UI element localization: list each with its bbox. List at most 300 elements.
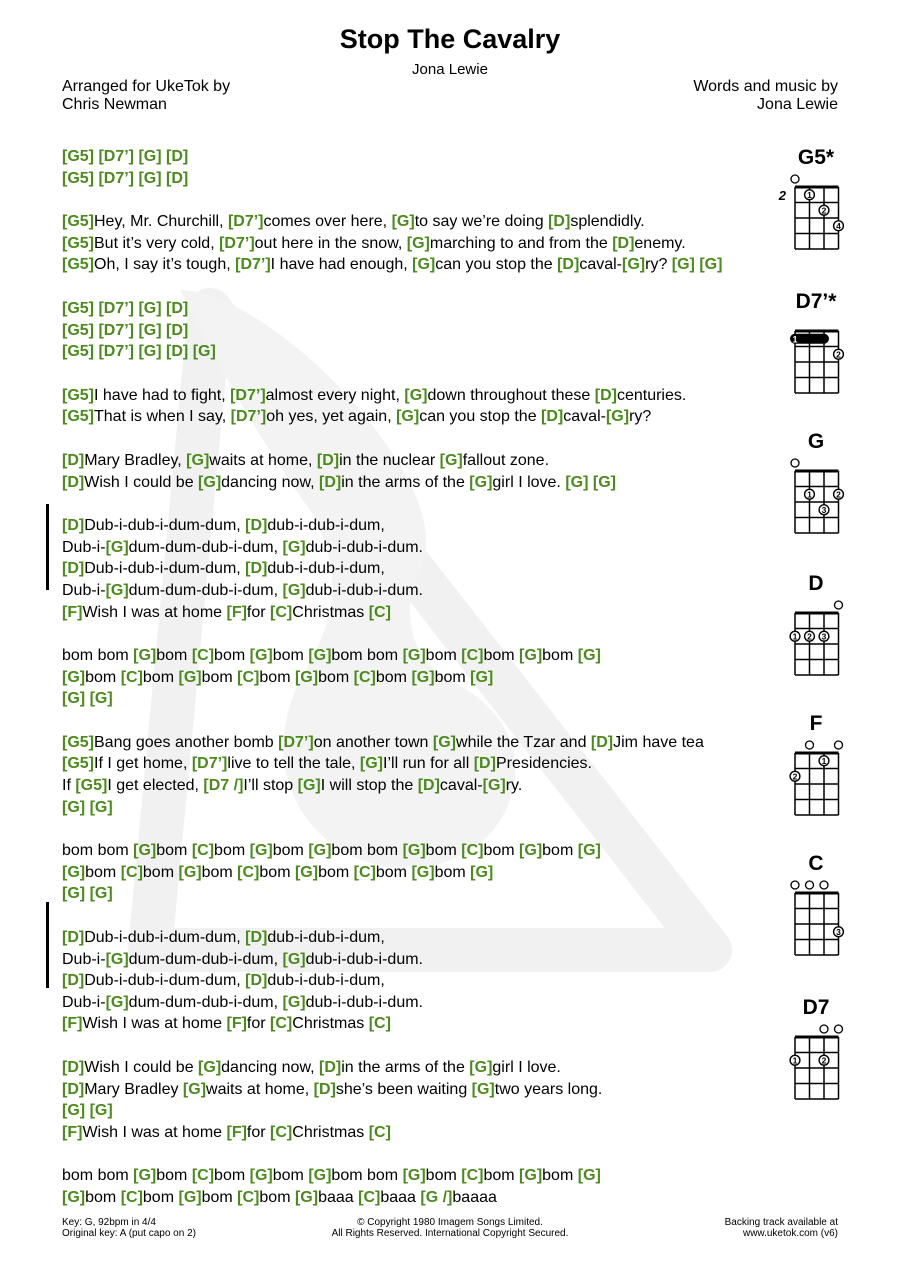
- arranger-line-1: Arranged for UkeTok by: [62, 78, 231, 95]
- chord-label: [G]: [471, 1080, 495, 1098]
- chord-label: [G]: [412, 256, 436, 274]
- lyric-text: for: [246, 603, 271, 621]
- lyric-text: bom: [542, 842, 578, 860]
- lyric-text: bom: [434, 863, 471, 881]
- lyric-text: for: [246, 1015, 271, 1033]
- lyric-line: [62, 927, 797, 949]
- chord-label: [D]: [166, 321, 189, 339]
- chord-diagram-name: D7: [802, 996, 830, 1019]
- lyric-text: girl I love.: [492, 473, 566, 491]
- chord-label: [G]: [282, 538, 306, 556]
- lyric-line: [62, 1079, 797, 1101]
- chord-label: [G]: [186, 451, 210, 469]
- chord-label: [D7’]: [219, 234, 255, 252]
- arranger-credit: [62, 78, 230, 114]
- chord-label: [G]: [133, 842, 157, 860]
- chord-label: [G]: [198, 1059, 222, 1076]
- chord-label: [F]: [62, 1015, 83, 1033]
- chord-label: [G]: [577, 647, 601, 665]
- chord-label: [G5]: [62, 755, 94, 773]
- chord-label: [G]: [592, 473, 616, 491]
- lyric-line: [62, 450, 797, 472]
- chord-label: [G]: [249, 1167, 273, 1185]
- lyric-text: bom: [201, 863, 238, 881]
- chord-label: [G]: [577, 1167, 601, 1185]
- lyric-text: bom: [85, 1188, 121, 1206]
- lyric-text: bom: [201, 1188, 238, 1206]
- lyric-text: bom: [272, 1167, 309, 1185]
- chord-label: [D]: [541, 408, 564, 426]
- lyric-text: in the arms of the: [341, 1059, 470, 1076]
- lyric-text: oh yes, yet again,: [266, 408, 397, 426]
- lyric-text: bom: [434, 668, 471, 686]
- chord-label: [G5]: [62, 234, 94, 252]
- lyric-line: [62, 537, 797, 559]
- song-title: Stop The Cavalry: [339, 24, 561, 54]
- chord-label: [G]: [699, 256, 723, 274]
- lyric-text: Wish I was at home: [82, 603, 227, 621]
- open-string-marker: [820, 881, 828, 889]
- lyric-line: [62, 1122, 797, 1144]
- chord-label: [G]: [282, 950, 306, 968]
- song-section: [62, 298, 797, 363]
- lyric-text: dum-dum-dub-i-dum,: [128, 581, 283, 599]
- lyric-text: That is when I say,: [94, 408, 231, 426]
- lyric-line: [62, 168, 797, 190]
- chorus-marker-bar: [46, 902, 49, 988]
- lyric-line: [62, 775, 797, 797]
- lyric-text: bom: [259, 1188, 295, 1206]
- lyric-text: Presidencies.: [495, 755, 592, 773]
- chord-label: [G]: [565, 473, 589, 491]
- backing-line-1: Backing track available at: [724, 1217, 838, 1228]
- chord-label: [G]: [62, 1188, 86, 1206]
- lyric-text: Dub-i-dub-i-dum-dum,: [84, 560, 246, 578]
- chord-label: [C]: [191, 647, 215, 665]
- chord-label: [G5]: [62, 169, 94, 187]
- chord-label: [G]: [297, 777, 321, 795]
- lyric-text: to say we’re doing: [414, 213, 549, 231]
- chord-label: [C]: [237, 668, 260, 686]
- chord-label: [D]: [62, 517, 85, 535]
- lyric-line: [62, 233, 797, 255]
- lyric-text: caval-: [579, 256, 622, 274]
- chord-label: [C]: [461, 1167, 484, 1185]
- chord-label: [G]: [178, 1188, 202, 1206]
- chord-label: [D]: [166, 148, 189, 165]
- lyric-text: marching to and from the: [429, 234, 613, 252]
- lyric-text: on another town: [313, 733, 433, 751]
- chord-label: [D7’]: [98, 148, 135, 165]
- lyric-line: [62, 320, 798, 345]
- finger-number: 2: [821, 205, 827, 216]
- finger-number: 1: [792, 631, 798, 642]
- chord-label: [D7’]: [278, 733, 314, 751]
- finger-number: 2: [792, 771, 798, 782]
- finger-number: 3: [821, 504, 827, 515]
- lyric-text: in the arms of the: [341, 473, 470, 491]
- song-section: [62, 927, 797, 1035]
- section-gap: [62, 363, 797, 385]
- chord-label: [C]: [353, 668, 376, 686]
- lyric-text: Christmas: [292, 1123, 369, 1141]
- lyric-text: bom: [142, 863, 179, 881]
- lyric-text: But it’s very cold,: [94, 234, 220, 252]
- lyric-text: Bang goes another bomb: [94, 733, 279, 751]
- chord-label: [G]: [432, 733, 457, 751]
- chord-label: [D]: [316, 451, 340, 469]
- chord-label: [D7’]: [98, 169, 135, 187]
- chord-label: [G]: [249, 647, 273, 665]
- lyric-text: Dub-i-dub-i-dum-dum,: [84, 972, 246, 990]
- chord-label: [C]: [368, 1123, 391, 1141]
- chord-diagram-name: C: [808, 852, 824, 875]
- lyric-text: two years long.: [494, 1080, 603, 1098]
- section-gap: [62, 1035, 797, 1057]
- chord-label: [G]: [105, 950, 129, 968]
- lyric-text: Wish I was at home: [82, 1015, 227, 1033]
- lyric-text: bom: [85, 863, 121, 881]
- lyric-text: dub-i-dub-i-dum,: [267, 972, 385, 990]
- lyric-text: baaa: [380, 1188, 421, 1206]
- chord-diagram-name: G5*: [797, 146, 835, 169]
- chord-label: [G]: [469, 1059, 493, 1076]
- chord-label: [G]: [105, 581, 129, 599]
- chord-label: [G]: [402, 647, 426, 665]
- chord-label: [G]: [519, 842, 543, 860]
- lyric-text: Wish I could be: [84, 1059, 199, 1076]
- lyric-text: bom: [375, 863, 412, 881]
- chord-label: [C]: [461, 647, 484, 665]
- chord-label: [D]: [313, 1080, 336, 1098]
- finger-number: 2: [821, 1055, 827, 1066]
- lyric-text: Dub-i-: [62, 538, 106, 556]
- chord-label: [G]: [62, 1102, 86, 1120]
- lyric-line: [62, 211, 797, 233]
- lyric-text: bom: [272, 647, 309, 665]
- song-section: [62, 211, 797, 276]
- chord-label: [G]: [105, 538, 129, 556]
- chord-label: [D7’]: [235, 256, 271, 274]
- chord-label: [G]: [519, 647, 543, 665]
- chord-label: [D7’]: [98, 299, 135, 317]
- lyric-line: [62, 797, 797, 819]
- chord-label: [G5]: [62, 256, 94, 274]
- lyric-text: fallout zone.: [462, 451, 550, 469]
- chord-label: [G]: [133, 647, 157, 665]
- chord-label: [C]: [191, 1167, 215, 1185]
- lyric-line: [62, 580, 797, 602]
- lyric-text: Jim have tea: [613, 733, 704, 751]
- chord-fretboard: [780, 456, 854, 540]
- lyric-text: dub-i-dub-i-dum.: [305, 950, 423, 968]
- lyric-text: bom: [214, 1167, 250, 1185]
- chord-label: [G]: [411, 863, 435, 881]
- section-gap: [62, 1143, 797, 1165]
- lyric-line: [62, 1100, 797, 1122]
- chord-label: [G /]: [420, 1188, 453, 1206]
- chord-label: [F]: [62, 603, 83, 621]
- lyric-line: [62, 472, 797, 494]
- song-section: [62, 450, 797, 493]
- chord-label: [C]: [120, 668, 143, 686]
- lyric-text: dub-i-dub-i-dum.: [305, 993, 423, 1011]
- lyric-text: bom: [318, 863, 354, 881]
- chord-label: [G]: [469, 473, 493, 491]
- open-string-marker: [791, 175, 799, 183]
- lyric-line: [62, 688, 797, 710]
- chord-label: [G]: [182, 1080, 207, 1098]
- lyric-text: can you stop the: [419, 408, 542, 426]
- chord-label: [G]: [308, 842, 332, 860]
- chord-diagram-name: F: [809, 712, 823, 735]
- chord-diagram-name: D7’*: [795, 290, 837, 313]
- lyric-text: bom: [272, 842, 309, 860]
- section-gap: [62, 189, 797, 211]
- chord-label: [G]: [439, 451, 463, 469]
- lyric-line: [62, 558, 797, 580]
- chord-label: [D]: [473, 755, 496, 773]
- chord-fretboard: [780, 1022, 854, 1106]
- chord-label: [C]: [358, 1188, 381, 1206]
- chord-label: [G]: [138, 148, 162, 165]
- chord-label: [G]: [198, 473, 222, 491]
- section-gap: [62, 276, 797, 298]
- lyric-text: Oh, I say it’s tough,: [94, 256, 236, 274]
- section-gap: [62, 710, 797, 732]
- chord-label: [G]: [482, 777, 506, 795]
- lyric-text: bom: [483, 647, 520, 665]
- lyric-text: girl I love.: [492, 1059, 561, 1076]
- lyric-text: Dub-i-dub-i-dum-dum,: [84, 517, 246, 535]
- lyric-text: bom: [542, 647, 578, 665]
- chord-label: [D]: [62, 929, 85, 947]
- chord-label: [G]: [671, 256, 695, 274]
- lyric-text: ry.: [505, 777, 523, 795]
- open-string-marker: [791, 459, 799, 467]
- chord-label: [C]: [120, 1188, 143, 1206]
- lyric-text: Mary Bradley,: [84, 451, 187, 469]
- lyric-text: out here in the snow,: [254, 234, 407, 252]
- lyric-text: dub-i-dub-i-dum.: [305, 581, 423, 599]
- finger-number: 3: [821, 631, 827, 642]
- chord-label: [D]: [557, 256, 580, 274]
- song-section: [62, 645, 797, 710]
- lyric-text: bom: [142, 1188, 179, 1206]
- lyric-text: comes over here,: [263, 213, 392, 231]
- open-string-marker: [835, 741, 843, 749]
- lyric-text: ry?: [645, 256, 672, 274]
- lyric-text: dub-i-dub-i-dum,: [267, 517, 385, 535]
- lyric-line: [62, 753, 797, 775]
- lyric-line: [62, 645, 797, 667]
- chord-label: [G]: [391, 213, 415, 231]
- chord-label: [D]: [166, 299, 189, 317]
- lyric-text: bom bom: [62, 647, 134, 665]
- lyric-line: [62, 602, 797, 624]
- lyric-text: Wish I was at home: [82, 1123, 227, 1141]
- lyric-text: can you stop the: [435, 256, 558, 274]
- open-string-marker: [806, 881, 814, 889]
- lyric-text: bom: [259, 668, 295, 686]
- lyric-text: bom: [318, 668, 354, 686]
- chord-label: [D]: [612, 234, 635, 252]
- chord-label: [G5]: [62, 299, 94, 317]
- chord-label: [D]: [62, 1059, 85, 1076]
- lyric-text: Dub-i-: [62, 950, 106, 968]
- chord-label: [D7’]: [98, 321, 135, 339]
- chord-label: [G]: [294, 1188, 319, 1206]
- chord-label: [D7’]: [191, 755, 228, 773]
- lyric-text: she’s been waiting: [335, 1080, 472, 1098]
- lyric-text: bom: [425, 1167, 462, 1185]
- lyric-line: [62, 515, 797, 537]
- copyright-line-2: All Rights Reserved. International Copyright Secured.: [331, 1228, 569, 1239]
- chord-label: [D]: [594, 386, 617, 404]
- chord-label: [F]: [226, 1123, 247, 1141]
- song-artist: Jona Lewie: [412, 61, 488, 78]
- chord-label: [F]: [62, 1123, 83, 1141]
- chord-label: [D7’]: [230, 386, 266, 404]
- lyric-text: Christmas: [292, 603, 369, 621]
- chord-label: [G]: [402, 1167, 426, 1185]
- chord-label: [F]: [226, 603, 247, 621]
- chord-label: [C]: [353, 863, 376, 881]
- chord-diagram-name: D: [808, 572, 824, 595]
- chord-label: [C]: [237, 1188, 260, 1206]
- open-string-marker: [835, 1025, 843, 1033]
- chord-label: [G]: [470, 668, 494, 686]
- lyric-text: Dub-i-: [62, 581, 106, 599]
- open-string-marker: [806, 741, 814, 749]
- section-gap: [62, 428, 797, 450]
- lyric-text: I’ll stop: [243, 777, 298, 795]
- chord-label: [G]: [411, 668, 435, 686]
- lyric-text: Hey, Mr. Churchill,: [94, 213, 228, 231]
- section-gap: [62, 905, 797, 927]
- chord-fretboard: [780, 738, 854, 822]
- lyric-text: waits at home,: [209, 451, 317, 469]
- lyric-text: bom: [85, 668, 121, 686]
- chord-label: [G]: [62, 668, 86, 686]
- lyric-text: dum-dum-dub-i-dum,: [128, 950, 283, 968]
- chord-label: [G]: [138, 321, 162, 339]
- lyric-text: dub-i-dub-i-dum.: [305, 538, 423, 556]
- key-line-2: Original key: A (put capo on 2): [62, 1228, 196, 1239]
- chord-label: [D7’]: [98, 343, 135, 361]
- finger-number: 4: [836, 220, 841, 231]
- chord-diagram-name: G: [807, 430, 825, 453]
- composer-line-1: Words and music by: [693, 78, 838, 95]
- chord-label: [G]: [178, 863, 202, 881]
- chord-label: [G]: [282, 581, 306, 599]
- lyric-text: bom: [483, 842, 520, 860]
- lyric-line: [62, 1165, 797, 1187]
- backing-track-info: [725, 1217, 838, 1239]
- chord-label: [C]: [461, 842, 484, 860]
- lyric-text: I’ll run for all: [383, 755, 474, 773]
- composer-line-2: Jona Lewie: [757, 96, 838, 113]
- finger-number: 2: [836, 349, 841, 360]
- chord-label: [D7 /]: [203, 777, 244, 795]
- lyric-text: bom: [156, 647, 192, 665]
- lyric-text: I get elected,: [107, 777, 204, 795]
- chord-label: [G5]: [62, 213, 94, 231]
- chord-label: [G5]: [62, 408, 94, 426]
- chord-label: [G5]: [62, 386, 94, 404]
- lyric-text: If: [62, 777, 76, 795]
- open-string-marker: [835, 601, 843, 609]
- song-section: [62, 1165, 797, 1208]
- chord-label: [G]: [282, 993, 306, 1011]
- lyric-line: [62, 146, 797, 168]
- song-lyrics: [62, 146, 797, 1209]
- chord-label: [D]: [166, 169, 189, 187]
- chord-fretboard: [780, 316, 854, 400]
- chord-label: [G]: [62, 863, 86, 881]
- chord-label: [G]: [622, 256, 646, 274]
- chord-label: [D]: [417, 777, 440, 795]
- lyric-text: bom: [375, 668, 412, 686]
- lyric-text: Dub-i-dub-i-dum-dum,: [84, 929, 246, 947]
- lyric-text: enemy.: [634, 234, 686, 252]
- lyric-line: [62, 1057, 797, 1079]
- lyric-text: I have had enough,: [270, 256, 413, 274]
- lyric-text: bom bom: [331, 1167, 403, 1185]
- chord-label: [G]: [178, 668, 202, 686]
- lyric-text: bom bom: [331, 647, 403, 665]
- chord-label: [D]: [62, 473, 85, 491]
- lyric-text: baaa: [318, 1188, 359, 1206]
- song-section: [62, 385, 797, 428]
- copyright-line-1: © Copyright 1980 Imagem Songs Limited.: [357, 1217, 543, 1228]
- chord-label: [C]: [120, 863, 143, 881]
- key-line-1: Key: G, 92bpm in 4/4: [62, 1217, 156, 1228]
- lyric-text: bom: [156, 842, 192, 860]
- chord-label: [G]: [294, 863, 319, 881]
- lyric-line: [62, 949, 797, 971]
- chord-label: [G]: [105, 993, 129, 1011]
- chord-label: [G]: [402, 842, 426, 860]
- song-section: [62, 146, 797, 189]
- song-section: [62, 732, 797, 818]
- lyric-text: almost every night,: [265, 386, 405, 404]
- lyric-text: waits at home,: [206, 1080, 314, 1098]
- chord-label: [G5]: [62, 733, 94, 751]
- chord-label: [G]: [294, 668, 319, 686]
- chord-label: [G]: [577, 842, 601, 860]
- lyric-text: bom: [201, 668, 238, 686]
- chord-label: [G]: [89, 690, 113, 708]
- lyric-text: bom bom: [62, 1167, 134, 1185]
- lyric-text: Mary Bradley: [84, 1080, 183, 1098]
- lyric-text: down throughout these: [427, 386, 595, 404]
- chord-label: [G]: [192, 343, 216, 361]
- finger-number: 2: [836, 489, 841, 500]
- chord-label: [G]: [133, 1167, 157, 1185]
- chord-label: [C]: [270, 1015, 293, 1033]
- chord-label: [D]: [548, 213, 571, 231]
- chord-label: [G]: [519, 1167, 543, 1185]
- chord-label: [G]: [396, 408, 420, 426]
- lyric-line: [62, 992, 797, 1014]
- chord-label: [C]: [270, 1123, 293, 1141]
- lyric-text: Wish I could be: [84, 473, 199, 491]
- chord-label: [G]: [89, 1102, 113, 1120]
- lyric-text: live to tell the tale,: [227, 755, 360, 773]
- lyric-text: bom bom: [331, 842, 403, 860]
- lyric-text: bom bom: [62, 842, 134, 860]
